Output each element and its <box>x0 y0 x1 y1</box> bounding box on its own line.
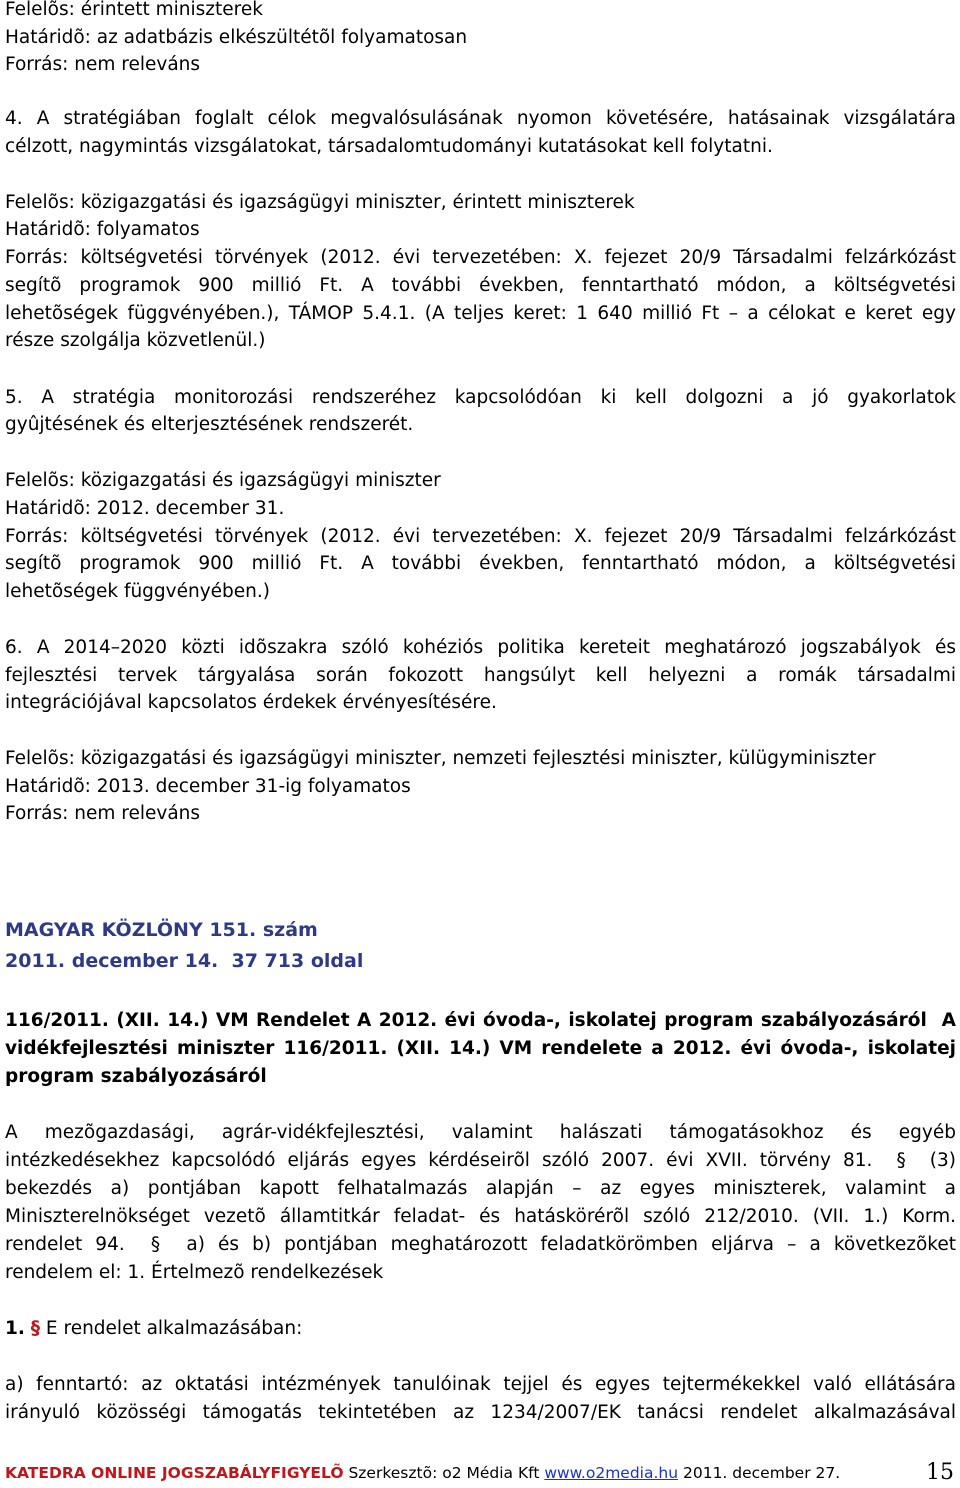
source-line: segítõ programok 900 millió Ft. A további években, fenntartható módon, a költségvetési <box>5 553 956 574</box>
paragraph-4-line: célzott, nagymintás vizsgálatokat, társadalomtudományi kutatásokat kell folytatni. <box>5 136 773 157</box>
gazette-title: MAGYAR KÖZLÖNY 151. szám <box>5 919 318 941</box>
body-line: intézkedésekhez kapcsolódó eljárás egyes kérdéseirõl szóló 2007. évi XVII. törvény 81. § (3) <box>5 1150 956 1171</box>
footer-brand: KATEDRA ONLINE JOGSZABÁLYFIGYELÕ <box>5 1464 344 1482</box>
definition-line: a) fenntartó: az oktatási intézmények tanulóinak tejjel és egyes tejtermékekkel való ellátására <box>5 1374 956 1395</box>
footer-website-link[interactable]: www.o2media.hu <box>544 1464 679 1482</box>
definition-line: irányuló közösségi támogatás tekintetében az 1234/2007/EK tanácsi rendelet alkalmazásával <box>5 1402 956 1423</box>
body-line: bekezdés a) pontjában kapott felhatalmazás alapján – az egyes miniszterek, valamint a <box>5 1178 956 1199</box>
source-line: lehetõségek függvényében.), TÁMOP 5.4.1. (A teljes keret: 1 640 millió Ft – a célokat e keret egy <box>5 303 956 324</box>
decree-title-line: vidékfejlesztési miniszter 116/2011. (XII. 14.) VM rendelete a 2012. évi óvoda-, iskolatej <box>5 1038 956 1059</box>
source-line: Forrás: nem releváns <box>5 803 201 824</box>
text-line: Határidõ: az adatbázis elkészültétõl folyamatosan <box>5 27 468 48</box>
page-number: 15 <box>926 1460 954 1485</box>
section-number: 1. <box>5 1318 25 1339</box>
decree-title-line: 116/2011. (XII. 14.) VM Rendelet A 2012. évi óvoda-, iskolatej program szabályozásáról A <box>5 1010 956 1031</box>
source-line: Forrás: költségvetési törvények (2012. évi tervezetében: X. fejezet 20/9 Társadalmi felzárkózást <box>5 526 956 547</box>
paragraph-4-line: 4. A stratégiában foglalt célok megvalósulásának nyomon követésére, hatásainak vizsgálatára <box>5 108 956 129</box>
source-line: lehetõségek függvényében.) <box>5 581 270 602</box>
gazette-date: 2011. december 14. 37 713 oldal <box>5 950 364 972</box>
paragraph-6-line: fejlesztési tervek tárgyalása során fokozott hangsúlyt kell helyezni a romák társadalmi <box>5 665 956 686</box>
footer-editor: Szerkesztõ: o2 Média Kft <box>343 1464 545 1482</box>
source-line: segítõ programok 900 millió Ft. A további években, fenntartható módon, a költségvetési <box>5 275 956 296</box>
deadline-line: Határidõ: 2012. december 31. <box>5 498 285 519</box>
section-sign: § <box>30 1318 41 1339</box>
paragraph-6-line: 6. A 2014–2020 közti idõszakra szóló kohéziós politika kereteit meghatározó jogszabályok és <box>5 637 956 658</box>
text-line: Felelõs: érintett miniszterek <box>5 0 263 20</box>
section-heading <box>5 1315 302 1343</box>
body-line: A mezõgazdasági, agrár-vidékfejlesztési, valamint halászati támogatásokhoz és egyéb <box>5 1122 956 1143</box>
paragraph-5-line: 5. A stratégia monitorozási rendszeréhez kapcsolódóan ki kell dolgozni a jó gyakorlatok <box>5 387 956 408</box>
deadline-line: Határidõ: 2013. december 31-ig folyamatos <box>5 776 411 797</box>
body-line: Miniszterelnökséget vezetõ államtitkár feladat- és hatáskörérõl szóló 212/2010. (VII. 1.) Korm. <box>5 1206 956 1227</box>
page-footer <box>5 1459 840 1487</box>
source-line: része szolgálja közvetlenül.) <box>5 330 266 351</box>
footer-date: 2011. december 27. <box>678 1464 841 1482</box>
paragraph-6-line: integrációjával kapcsolatos érdekek érvényesítésére. <box>5 692 497 713</box>
responsible-line: Felelõs: közigazgatási és igazságügyi miniszter, nemzeti fejlesztési miniszter, külügyminiszter <box>5 748 876 769</box>
decree-title-line: program szabályozásáról <box>5 1066 267 1087</box>
responsible-line: Felelõs: közigazgatási és igazságügyi miniszter, érintett miniszterek <box>5 192 635 213</box>
source-line: Forrás: költségvetési törvények (2012. évi tervezetében: X. fejezet 20/9 Társadalmi felzárkózást <box>5 247 956 268</box>
deadline-line: Határidõ: folyamatos <box>5 219 200 240</box>
body-line: rendelem el: 1. Értelmezõ rendelkezések <box>5 1262 384 1283</box>
paragraph-5-line: gyûjtésének és elterjesztésének rendszerét. <box>5 414 414 435</box>
text-line: Forrás: nem releváns <box>5 54 201 75</box>
section-text: E rendelet alkalmazásában: <box>40 1318 303 1339</box>
body-line: rendelet 94. § a) és b) pontjában meghatározott feladatkörömben eljárva – a következõket <box>5 1234 956 1255</box>
responsible-line: Felelõs: közigazgatási és igazságügyi miniszter <box>5 470 441 491</box>
